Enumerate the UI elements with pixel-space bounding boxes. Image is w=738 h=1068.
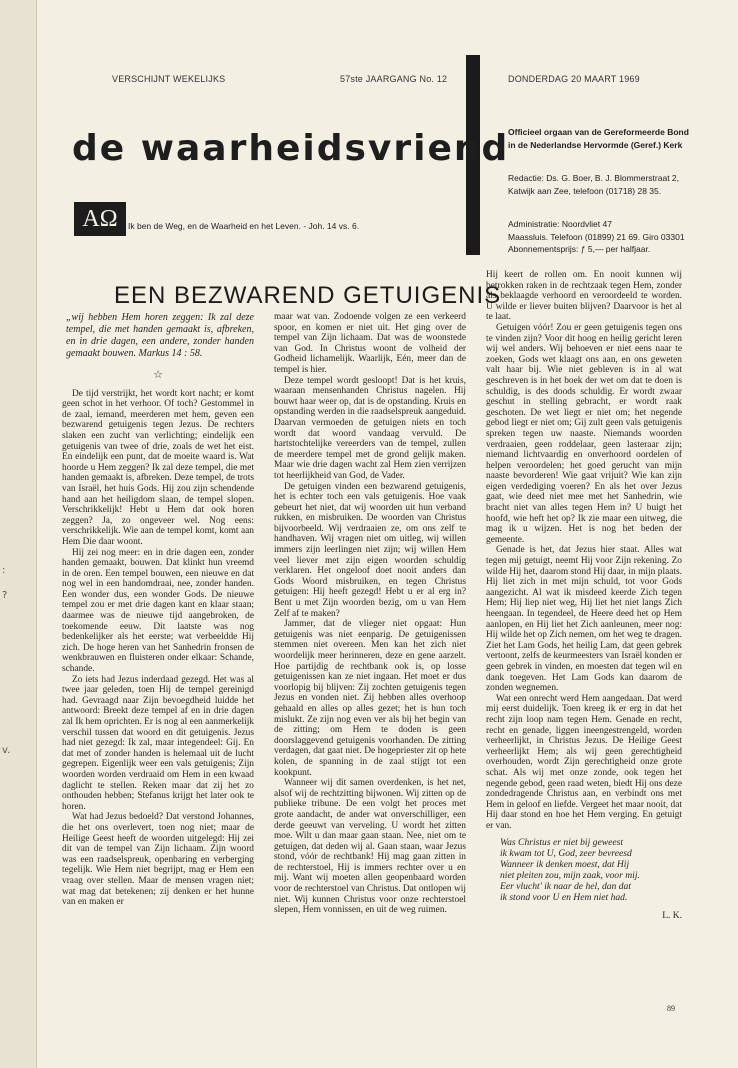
- margin-mark: ?: [2, 590, 8, 601]
- paragraph: Wanneer wij dit samen overdenken, is het net, alsof wij de rechtzitting bijwonen. Wij zitten op de publieke tribune. De een volgt het proces met grote aandacht, de ander wat onverschilliger, een derde geeuwt van verveling. U wordt het zitten moe. Wilt u dan maar gaan staan. Nee, niet om te getuigen, dat deden wij al. Gaan staan, waar Jezus stond, vóór de rechtbank! Hij mag gaan zitten in de rechterstoel, Hij is immers rechter over u en mij. Want wij moeten allen geopenbaard worden voor de rechterstoel van Christus. Dat ontlopen wij niet. Wij kunnen Christus voor onze rechterstoel slepen, Hem vonnissen, en uit de weg ruimen.: [274, 778, 466, 916]
- column-1: [62, 312, 254, 908]
- author-signature: L. K.: [662, 911, 682, 922]
- editor-line: Redactie: Ds. G. Boer, B. J. Blommerstraat 2,: [508, 173, 680, 183]
- margin-mark: v.: [2, 745, 11, 756]
- poem-line: ik kwam tot U, God, zeer bevreesd: [500, 848, 632, 860]
- paragraph: De getuigen vinden een bezwarend getuigenis, het is echter toch een vals getuigenis. Hoe vaak gebeurt het niet, dat wij woorden uit hun verband rukken, en misbruiken. De woorden van Christus bijvoorbeeld. Wij verdraaien ze, om ons zelf te handhaven. Wij vragen niet om uitleg, wij willen immers zijn leerlingen niet zijn; wij willen Hem veel liever met zijn eigen woorden schuldig verklaren. Het ongeloof doet nooit anders dan Gods Woord misbruiken, en tegen Christus getuigen: Hij heeft gezegd! Hebt u er al erg in? Bent u met Zijn woorden bezig, om u van Hem Zelf af te maken?: [274, 481, 466, 619]
- scripture-quote: „wij hebben Hem horen zeggen: Ik zal deze tempel, die met handen gemaakt is, afbreken, en in drie dagen, een andere, zonder handen gemaakt bouwen. Markus 14 : 58.: [66, 312, 254, 359]
- paragraph: De tijd verstrijkt, het wordt kort nacht; er komt geen schot in het verhoor. Of toch? Gestommel in de zaal, iemand, meerderen met hem, geven een bezwarend getuigenis tegen Jezus. De rechters slaken een zucht van verlichting; eindelijk een getuigenis van twee of drie, zoals de wet het eist. En eindelijk een punt, dat de moeite waard is. Wat hoorde u Hem zeggen? Ik zal deze tempel, die met handen gemaakt is, afbreken. Deze tempel, de trots van Israël, het huis Gods. Hij zou zijn schendende hand aan het heiligdom slaan, de tempel slopen. Verschrikkelijk! Hebt u Hem dat ook horen zeggen? Ja, zo ongeveer wel. Nog eens: verschrikkelijk. Wie aan de tempel komt, komt aan Hem Die daar woont.: [62, 388, 254, 547]
- editor-line: Katwijk aan Zee, telefoon (01718) 28 35.: [508, 185, 662, 196]
- paragraph: Genade is het, dat Jezus hier staat. Alles wat tegen mij getuigt, neemt Hij voor Zijn rekening. Zo wilde Hij het, daarom stond Hij daar, in mijn plaats. Hij liet zich in met mijn schuld, tot voor Gods aangezicht. Al wat ik misdeed keerde Zich tegen Hem; Hij liep niet weg, Hij liet het niet langs Zich heengaan. In tegendeel, de Heere deed het op Hem aanlopen, en Hij liet het Zich aanleunen, meer nog: Hij wilde het op Zich nemen, om het weg te dragen. Ziet het Lam Gods, het heilig Lam, dat geen gebrek vertoont, zelfs de keurmeesters van Israël konden er geen gebrek in vinden, en moesten dat tegen wil en dank toegeven. Het Lam Gods kan daarom de zonden wegnemen.: [486, 545, 682, 694]
- admin-line: Administratie: Noordvliet 47: [508, 219, 612, 229]
- administration-info: [508, 218, 685, 256]
- column-2: [274, 312, 466, 916]
- volume-label: 57ste JAARGANG No. 12: [340, 74, 448, 84]
- poem-line: Was Christus er niet bij geweest: [500, 837, 624, 849]
- poem-line: niet pleiten zou, mijn zaak, voor mij.: [500, 870, 640, 882]
- paragraph: Getuigen vóór! Zou er geen getuigenis tegen ons te vinden zijn? Voor dit hoog en heilig gericht leren wij wel anders. Wij behoeven er niet eens naar te zoeken, Gods wet klaagt ons aan, en ons geweten valt haar bij. Wie niet gebleven is in al wat geschreven is in het boek der wet om dat te doen is schuldig, is des doods schuldig. Er wordt zwaar geschut in stelling gebracht, er wordt raak geschoten. De wet liegt er niet om; het negende gebod liegt er niet om; Gij zult geen vals getuigenis spreken tegen uw naaste. Niemands woorden verdraaien, geen roddelaar, geen lasteraar zijn; niemand lichtvaardig en onverhoord oordelen of helpen veroordelen; het goed gerucht van mijn naaste bevorderen! Wie gaat vrijuit? Wie kan zijn eigen verdediging voeren? En als het over Jezus gaat, wie deed niet mee met het Sanhedrin, wie bracht niet van alles tegen Hem in? U buigt het hoofd, wie heft het op? Ik zie maar een uitweg, die mag ik u wijzen. Het is nog het beden der gemeente.: [486, 322, 682, 545]
- paragraph: Hij zei nog meer: en in drie dagen een, zonder handen gemaakt, bouwen. Dat klinkt hun vreemd in de oren. Een tempel bouwen, een nieuwe en dat nog wel in een handomdraai, nee, zonder handen. Een wonder dus, een wonder Gods. De nieuwe tempel zou er met drie dagen kant en klaar staan; daarmee was de nieuwe tijd aangebroken, de toekomende eeuw. Dit laatste was nog bedenkelijker als het eerste; wat verbeeldde Hij zich. De hoge heren van het Sanhedrin fronsen de wenkbrauwen en fluisteren onder elkaar: Schande, schande.: [62, 547, 254, 675]
- poem-line: Wanneer ik denken moest, dat Hij: [500, 859, 630, 871]
- poem-line: Eer vlucht' ik naar de hel, dan dat: [500, 881, 632, 893]
- margin-mark: :: [2, 565, 6, 576]
- page-number: 89: [667, 1004, 675, 1013]
- paragraph: Deze tempel wordt gesloopt! Dat is het kruis, waaraan mensenhanden Christus nagelen. Hij bouwt haar weer op, dat is de opstanding. Kruis en opstanding werden in die raadselspreuk aangeduid. Daarvan vermoeden de getuigen niets en toch wordt dat woord vandaag vervuld. De hartstochtelijke vereerders van de tempel, zullen de meerdere tempel met de grond gelijk maken. Maar wie drie dagen wacht zal Hem zien verrijzen tot heerlijkheid van God, de Vader.: [274, 375, 466, 481]
- admin-line: Maassluis. Telefoon (01899) 21 69. Giro 03301: [508, 231, 685, 242]
- organ-line: in de Nederlandse Hervormde (Geref.) Kerk: [508, 139, 683, 150]
- organ-line: Officieel orgaan van de Gereformeerde Bond: [508, 127, 689, 137]
- paragraph: maar wat van. Zodoende volgen ze een verkeerd spoor, en komen er niet uit. Het ging over de tempel van Zijn lichaam. Dat was de woonstede van God. In Christus woont de volheid der Godheid lichamelijk. Waarlijk, Eén, meer dan de tempel is hier.: [274, 312, 466, 375]
- binding-margin: [0, 0, 37, 1068]
- weekly-label: VERSCHIJNT WEKELIJKS: [112, 74, 226, 84]
- paragraph: Hij keert de rollen om. En nooit kunnen wij betrokken raken in de rechtzaak tegen Hem, zonder als beklaagde verhoord en veroordeeld te worden. U wilde er liever buiten blijven? Daarvoor is het al te laat.: [486, 270, 682, 323]
- paragraph: Jammer, dat de vlieger niet opgaat: Hun getuigenis was niet eenparig. De getuigenissen stemmen niet overeen. Men kan het zich niet woordelijk meer herinneren, deze en gene aarzelt. Hoe partijdig de rechtbank ook is, op losse getuigenissen kan ze niet ingaan. Het moet er dus voorlopig bij blijven: Zij zochten getuigenis tegen Jezus en vonden niet. Zij hebben alles overhoop gehaald en alles op alles gezet; het is hun toch mislukt. Ze zijn nog even ver als bij het begin van de zitting; om Hem te doden is geen doorslaggevend getuigenis voorhanden. De zitting verdagen, dat gaat niet. De hogepriester zit op hete kolen, de spanning in de zaal stijgt tot een kookpunt.: [274, 619, 466, 778]
- admin-line: Abonnementsprijs: ƒ 5,— per halfjaar.: [508, 244, 651, 254]
- paragraph: Wat had Jezus bedoeld? Dat verstond Johannes, die het ons overlevert, toen nog niet; maar de Heilige Geest heeft de woorden uitgelegd: Hij zei dit van de tempel van Zijn lichaam. Zijn woord was een raadselspreuk, openbaring en verberging tegelijk. Wie Hem niet begrijpt, mag er Hem een vraag over stellen. Maar de mensen vragen niet; wat mag dat betekenen; zij denken er het hunne van en maken er: [62, 812, 254, 908]
- date-label: DONDERDAG 20 MAART 1969: [508, 74, 640, 84]
- organ-info: [508, 126, 689, 151]
- alpha-omega-logo: AΩ: [74, 202, 126, 236]
- star-ornament: ☆: [153, 369, 163, 381]
- motto: Ik ben de Weg, en de Waarheid en het Leven. - Joh. 14 vs. 6.: [128, 221, 360, 231]
- paragraph: Zo iets had Jezus inderdaad gezegd. Het was al twee jaar geleden, toen Hij de tempel gereinigd had. Gevraagd naar Zijn bevoegdheid luidde het antwoord: Breekt deze tempel af en in drie dagen zal Ik hem oprichten. Er is nog al een aanmerkelijk verschil tussen dat woord en dit getuigenis. Jezus had niet gezegd: Ik zal, maar integendeel: Gij. En dat met of zonder handen is helemaal uit de lucht gegrepen. Eigenlijk weer een vals getuigenis; Zijn woorden worden verdraaid om Hem in een kwaad daglicht te stellen. Reken maar dat zij het zo onthouden hebben; Stefanus krijgt het later ook te horen.: [62, 674, 254, 812]
- article-headline: EEN BEZWAREND GETUIGENIS: [114, 282, 502, 309]
- editor-info: [508, 172, 679, 197]
- paragraph: Wat een onrecht werd Hem aangedaan. Dat werd mij eerst duidelijk. Toen kreeg ik er erg in dat het recht zijn loop nam tegen Hem. Genade en recht, recht en genade, liggen ineengestrengeld, worden verheerlijkt, in Christus Jezus. De Heilige Geest verheerlijkt Hem; als wij geen gerechtigheid overhouden, wordt Zijn gerechtigheid onze grote schat. Als wij met onze zonde, ook tegen het negende gebod, geen raad weten, biedt Hij ons deze zondedragende Christus aan, en verbindt ons met Hem in geloof en liefde. Vergeet het maar nooit, dat Hij daar stond en hoe het Hem verging. En getuigt er van.: [486, 693, 682, 831]
- column-3: [486, 270, 682, 922]
- closing-poem: [500, 837, 682, 903]
- publication-title: de waarheidsvriend: [72, 128, 510, 169]
- poem-line: ik stond voor U en Hem niet had.: [500, 892, 628, 904]
